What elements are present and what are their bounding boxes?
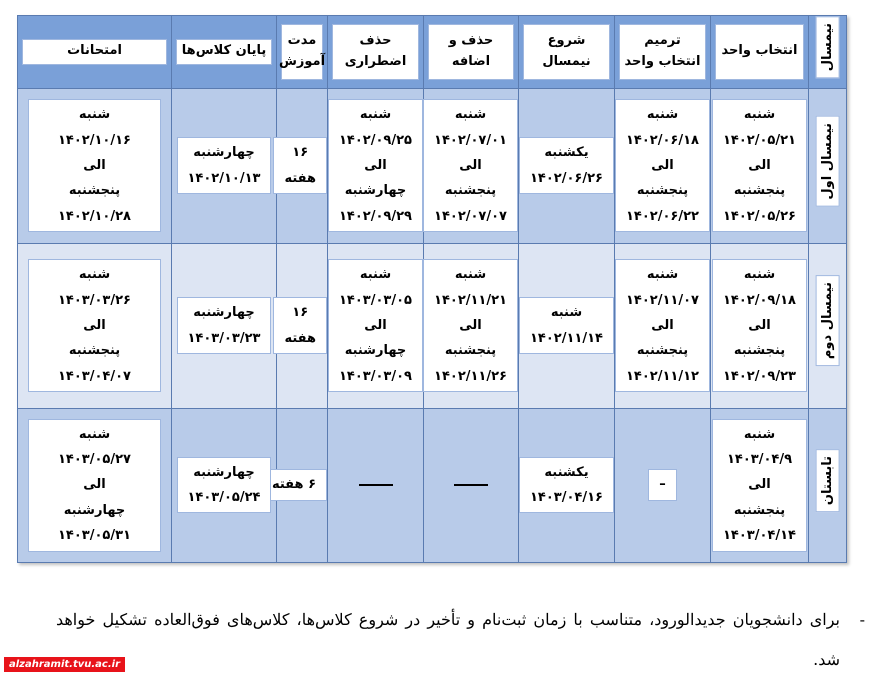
course-adjustment-cell (615, 408, 711, 562)
cell-line: شنبه (550, 305, 583, 321)
emergency-drop-cell (328, 243, 424, 408)
cell-line: الی (651, 157, 674, 173)
header-course-adjustment-label: ترمیم انتخاب واحد (619, 24, 706, 80)
cell-line: ۱۴۰۳/۰۳/۰۹ (339, 368, 412, 384)
cell-line: ۱۴۰۲/۰۶/۲۲ (626, 208, 699, 224)
cell-line: ۱۴۰۳/۰۴/۰۷ (58, 368, 131, 384)
header-duration-label: مدت آموزش (281, 24, 323, 80)
cell-line: – (659, 477, 666, 493)
add-drop-cell (424, 408, 519, 562)
add-drop-cell (424, 243, 519, 408)
header-emergency-drop-label: حذف اضطراری (332, 24, 419, 80)
date-box (648, 469, 677, 500)
cell-line: شنبه (78, 267, 111, 283)
cell-line: ۱۴۰۳/۰۴/۱۴ (723, 528, 796, 544)
cell-line: شنبه (359, 107, 392, 123)
cell-line: پنجشنبه (636, 183, 689, 199)
semester-cell (809, 408, 847, 562)
cell-line: الی (459, 157, 482, 173)
cell-line: شنبه (743, 107, 776, 123)
cell-line: الی (748, 157, 771, 173)
footnote-bullet: - (859, 610, 865, 629)
cell-line: الی (748, 317, 771, 333)
header-row (18, 16, 847, 89)
academic-calendar-table (17, 15, 847, 563)
cell-line: ۱۴۰۲/۱۱/۰۷ (626, 292, 699, 308)
cell-line: الی (83, 477, 106, 493)
cell-line: ۱۶ (292, 145, 309, 161)
header-emergency-drop (328, 16, 424, 89)
emergency-drop-cell (328, 88, 424, 243)
cell-line: هفته (284, 330, 316, 346)
cell-line: ۱۴۰۲/۰۵/۲۱ (723, 132, 796, 148)
date-box (177, 297, 272, 354)
header-course-selection (711, 16, 809, 89)
header-semester (809, 16, 847, 89)
classes-end-cell (172, 408, 277, 562)
header-course-adjustment (615, 16, 711, 89)
exams-cell (18, 408, 172, 562)
table-row (18, 88, 847, 243)
cell-line: ۱۴۰۲/۰۹/۲۹ (339, 208, 412, 224)
course-selection-cell (711, 243, 809, 408)
cell-line: ۱۴۰۲/۰۶/۲۶ (530, 170, 603, 186)
cell-line: یکشنبه (544, 145, 589, 161)
cell-line: ۱۴۰۲/۱۱/۱۴ (530, 330, 603, 346)
empty-dash (454, 484, 488, 486)
date-box (615, 259, 710, 392)
date-box (519, 297, 614, 354)
cell-line: ۱۴۰۳/۰۵/۲۷ (58, 452, 131, 468)
date-box (423, 259, 518, 392)
cell-line: پنجشنبه (733, 343, 786, 359)
table-row (18, 243, 847, 408)
cell-line: ۱۴۰۳/۰۴/۱۶ (530, 490, 603, 506)
cell-line: ۱۴۰۲/۱۰/۱۶ (58, 132, 131, 148)
date-box (28, 99, 161, 232)
semester-label: نیمسال دوم (816, 275, 840, 366)
cell-line: ۱۴۰۲/۱۱/۲۱ (434, 292, 507, 308)
cell-line: ۱۴۰۲/۰۷/۰۱ (434, 132, 507, 148)
cell-line: ۱۴۰۲/۱۰/۲۸ (58, 208, 131, 224)
cell-line: ۱۴۰۳/۰۳/۰۵ (339, 292, 412, 308)
date-box (328, 99, 423, 232)
cell-line: الی (83, 317, 106, 333)
cell-line: ۱۴۰۲/۱۰/۱۳ (187, 170, 261, 186)
date-box (712, 259, 807, 392)
cell-line: پنجشنبه (636, 343, 689, 359)
cell-line: چهارشنبه (193, 145, 255, 161)
cell-line: ۶ هفته (271, 477, 316, 493)
semester-label: تابستان (816, 449, 840, 512)
footnote-text: برای دانشجویان جدیدالورود، متناسب با زمان ثبت‌نام و تأخیر در شروع کلاس‌ها، کلاس‌های فوق‌العاده تشکیل خواهد شد. (55, 610, 840, 669)
cell-line: شنبه (454, 107, 487, 123)
cell-line: شنبه (78, 107, 111, 123)
semester-cell (809, 88, 847, 243)
header-exams (18, 16, 172, 89)
cell-line: ۱۴۰۲/۱۱/۱۲ (626, 368, 699, 384)
classes-end-cell (172, 243, 277, 408)
cell-line: ۱۴۰۳/۰۳/۲۳ (187, 330, 261, 346)
cell-line: شنبه (743, 267, 776, 283)
cell-line: الی (459, 317, 482, 333)
cell-line: ۱۴۰۲/۰۵/۲۶ (723, 208, 796, 224)
site-watermark: alzahramit.tvu.ac.ir (4, 657, 125, 672)
add-drop-cell (424, 88, 519, 243)
cell-line: الی (748, 477, 771, 493)
header-semester-start-label: شروع نیمسال (523, 24, 610, 80)
exams-cell (18, 88, 172, 243)
header-course-selection-label: انتخاب واحد (715, 24, 804, 80)
header-exams-label: امتحانات (22, 39, 167, 65)
header-semester-label: نیمسال (816, 16, 840, 78)
date-box (28, 259, 161, 392)
cell-line: چهارشنبه (193, 305, 255, 321)
table-row (18, 408, 847, 562)
header-classes-end-label: پایان کلاس‌ها (176, 39, 272, 65)
cell-line: چهارشنبه (344, 183, 407, 199)
header-classes-end (172, 16, 277, 89)
cell-line: چهارشنبه (63, 502, 126, 518)
cell-line: چهارشنبه (344, 343, 407, 359)
duration-cell (271, 408, 328, 562)
cell-line: ۱۴۰۲/۰۹/۲۵ (339, 132, 412, 148)
cell-line: شنبه (454, 267, 487, 283)
cell-line: پنجشنبه (68, 183, 121, 199)
cell-line: شنبه (743, 426, 776, 442)
date-box (328, 259, 423, 392)
date-box (28, 419, 161, 552)
cell-line: هفته (284, 170, 316, 186)
empty-dash (359, 484, 393, 486)
cell-line: چهارشنبه (193, 464, 255, 480)
cell-line: الی (83, 157, 106, 173)
emergency-drop-cell (328, 408, 424, 562)
semester-start-cell (519, 88, 615, 243)
date-box (273, 137, 327, 194)
cell-line: ۱۴۰۲/۰۹/۲۳ (723, 368, 796, 384)
course-selection-cell (711, 408, 809, 562)
semester-start-cell (519, 408, 615, 562)
cell-line: ۱۴۰۳/۰۴/۹ (726, 452, 793, 468)
date-box (177, 457, 272, 514)
cell-line: ۱۴۰۲/۰۷/۰۷ (434, 208, 507, 224)
cell-line: ۱۴۰۲/۰۶/۱۸ (626, 132, 699, 148)
course-adjustment-cell (615, 243, 711, 408)
cell-line: الی (364, 157, 387, 173)
date-box (712, 419, 807, 552)
header-add-drop (424, 16, 519, 89)
footnote (40, 600, 865, 680)
date-box (712, 99, 807, 232)
header-duration (277, 16, 328, 89)
cell-line: پنجشنبه (733, 502, 786, 518)
cell-line: ۱۴۰۳/۰۳/۲۶ (58, 292, 131, 308)
cell-line: ۱۶ (292, 305, 309, 321)
classes-end-cell (172, 88, 277, 243)
cell-line: پنجشنبه (444, 343, 497, 359)
course-selection-cell (711, 88, 809, 243)
duration-cell (277, 243, 328, 408)
date-box (273, 297, 327, 354)
cell-line: یکشنبه (544, 464, 589, 480)
cell-line: الی (364, 317, 387, 333)
cell-line: شنبه (646, 267, 679, 283)
cell-line: الی (651, 317, 674, 333)
cell-line: ۱۴۰۲/۱۱/۲۶ (434, 368, 507, 384)
semester-label: نیمسال اول (816, 116, 840, 207)
cell-line: شنبه (359, 267, 392, 283)
cell-line: پنجشنبه (68, 343, 121, 359)
cell-line: شنبه (78, 426, 111, 442)
semester-cell (809, 243, 847, 408)
semester-start-cell (519, 243, 615, 408)
date-box (615, 99, 710, 232)
cell-line: ۱۴۰۳/۰۵/۳۱ (58, 528, 131, 544)
date-box (519, 457, 614, 514)
cell-line: پنجشنبه (733, 183, 786, 199)
duration-cell (277, 88, 328, 243)
cell-line: پنجشنبه (444, 183, 497, 199)
date-box (423, 99, 518, 232)
date-box (519, 137, 614, 194)
cell-line: ۱۴۰۲/۰۹/۱۸ (723, 292, 796, 308)
course-adjustment-cell (615, 88, 711, 243)
exams-cell (18, 243, 172, 408)
cell-line: ۱۴۰۳/۰۵/۲۴ (187, 490, 261, 506)
header-add-drop-label: حذف و اضافه (428, 24, 514, 80)
date-box (177, 137, 272, 194)
header-semester-start (519, 16, 615, 89)
cell-line: شنبه (646, 107, 679, 123)
